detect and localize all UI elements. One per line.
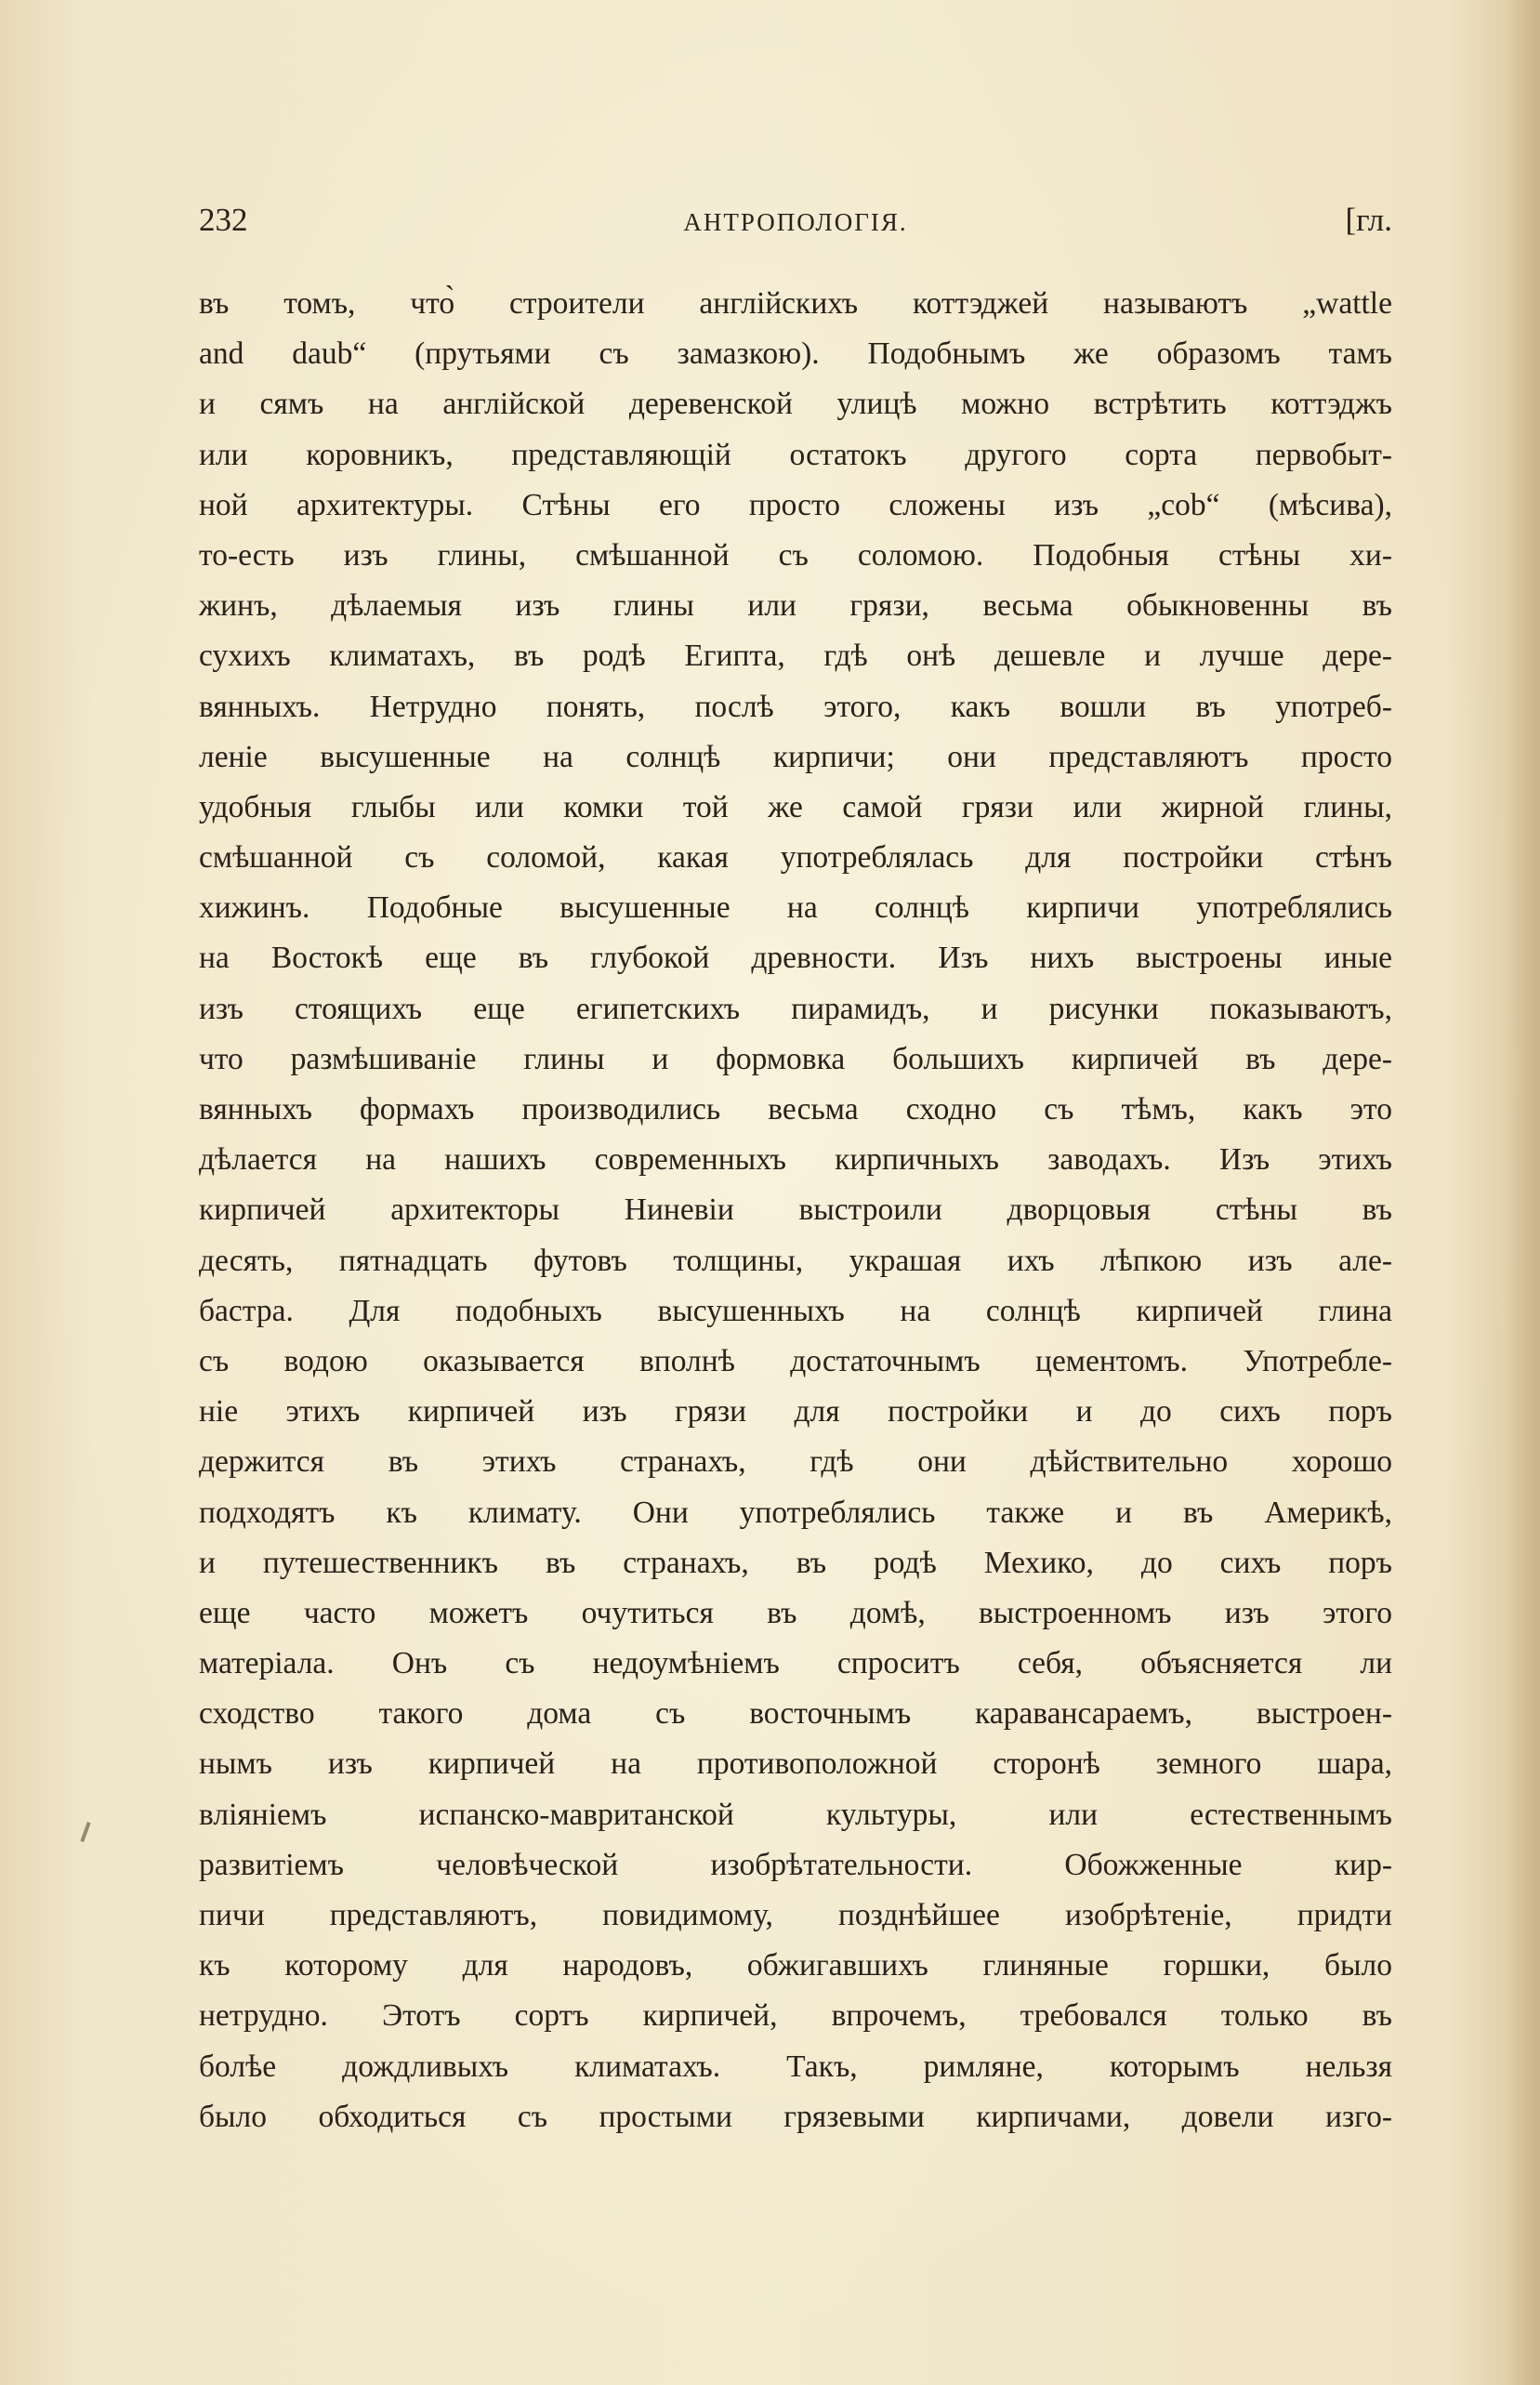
page-number: 232 [199,202,248,238]
text-line: и сямъ на англійской деревенской улицѣ можно встрѣтить коттэджъ [199,387,1392,422]
text-line: ной архитектуры. Стѣны его просто сложены изъ „cob“ (мѣсива), [199,487,1392,522]
text-line: подходятъ къ климату. Они употреблялись также и въ Америкѣ, [199,1495,1392,1530]
text-line: пичи представляютъ, повидимому, позднѣйшее изобрѣтеніе, придти [199,1898,1392,1932]
text-line: сухихъ климатахъ, въ родѣ Египта, гдѣ онѣ дешевле и лучше дере- [199,639,1392,674]
text-line: ніе этихъ кирпичей изъ грязи для постройки и до сихъ поръ [199,1394,1392,1430]
text-line: сходство такого дома съ восточнымъ каравансараемъ, выстроен- [199,1696,1392,1732]
text-line: нетрудно. Этотъ сортъ кирпичей, впрочемъ, требовался только въ [199,1998,1392,2034]
running-head [199,197,1392,244]
body-text [199,279,1392,2142]
text-line: and daub“ (прутьями съ замазкою). Подобнымъ же образомъ тамъ [199,336,1392,372]
text-line: смѣшанной съ соломой, какая употреблялась для постройки стѣнъ [199,840,1392,876]
text-line: съ водою оказывается вполнѣ достаточнымъ цементомъ. Употребле- [199,1343,1392,1378]
text-line: что размѣшиваніе глины и формовка большихъ кирпичей въ дере- [199,1041,1392,1076]
text-line: вянныхъ. Нетрудно понять, послѣ этого, какъ вошли въ употреб- [199,689,1392,724]
text-line: на Востокѣ еще въ глубокой древности. Изъ нихъ выстроены иные [199,941,1392,976]
text-line: вліяніемъ испанско-мавританской культуры, или естественнымъ [199,1797,1392,1832]
page-edge-shadow [1505,0,1540,2385]
running-title: АНТРОПОЛОГІЯ. [683,208,908,236]
text-line: дѣлается на нашихъ современныхъ кирпичныхъ заводахъ. Изъ этихъ [199,1142,1392,1178]
text-line: еще часто можетъ очутиться въ домѣ, выстроенномъ изъ этого [199,1595,1392,1630]
text-line: держится въ этихъ странахъ, гдѣ они дѣйствительно хорошо [199,1444,1392,1480]
text-line: нымъ изъ кирпичей на противоположной сторонѣ земного шара, [199,1746,1392,1782]
text-line: въ томъ, что̀ строители англійскихъ коттэджей называютъ „wattle [199,286,1392,321]
text-line: жинъ, дѣлаемыя изъ глины или грязи, весьма обыкновенны въ [199,588,1392,624]
chapter-marker: [гл. [1345,202,1392,238]
text-line: матеріала. Онъ съ недоумѣніемъ спроситъ себя, объясняется ли [199,1646,1392,1681]
text-line: удобныя глыбы или комки той же самой грязи или жирной глины, [199,789,1392,824]
text-line: кирпичей архитекторы Ниневіи выстроили дворцовыя стѣны въ [199,1192,1392,1228]
text-line: вянныхъ формахъ производились весьма сходно съ тѣмъ, какъ это [199,1092,1392,1127]
text-line: было обходиться съ простыми грязевыми кирпичами, довели изго- [199,2099,1392,2134]
text-line: и путешественникъ въ странахъ, въ родѣ Мехико, до сихъ поръ [199,1545,1392,1580]
text-line: десять, пятнадцать футовъ толщины, украшая ихъ лѣпкою изъ але- [199,1243,1392,1278]
text-line: бастра. Для подобныхъ высушенныхъ на солнцѣ кирпичей глина [199,1293,1392,1328]
text-line: болѣе дождливыхъ климатахъ. Такъ, римляне, которымъ нельзя [199,2049,1392,2084]
text-line: развитіемъ человѣческой изобрѣтательности. Обожженные кир- [199,1847,1392,1882]
text-line: то-есть изъ глины, смѣшанной съ соломою. Подобныя стѣны хи- [199,537,1392,573]
text-line: леніе высушенные на солнцѣ кирпичи; они представляютъ просто [199,739,1392,774]
text-line: хижинъ. Подобные высушенные на солнцѣ кирпичи употреблялись [199,890,1392,926]
text-line: къ которому для народовъ, обжигавшихъ глиняные горшки, было [199,1948,1392,1983]
ink-mark [80,1822,90,1842]
text-line: или коровникъ, представляющій остатокъ другого сорта первобыт- [199,437,1392,472]
text-line: изъ стоящихъ еще египетскихъ пирамидъ, и рисунки показываютъ, [199,991,1392,1026]
